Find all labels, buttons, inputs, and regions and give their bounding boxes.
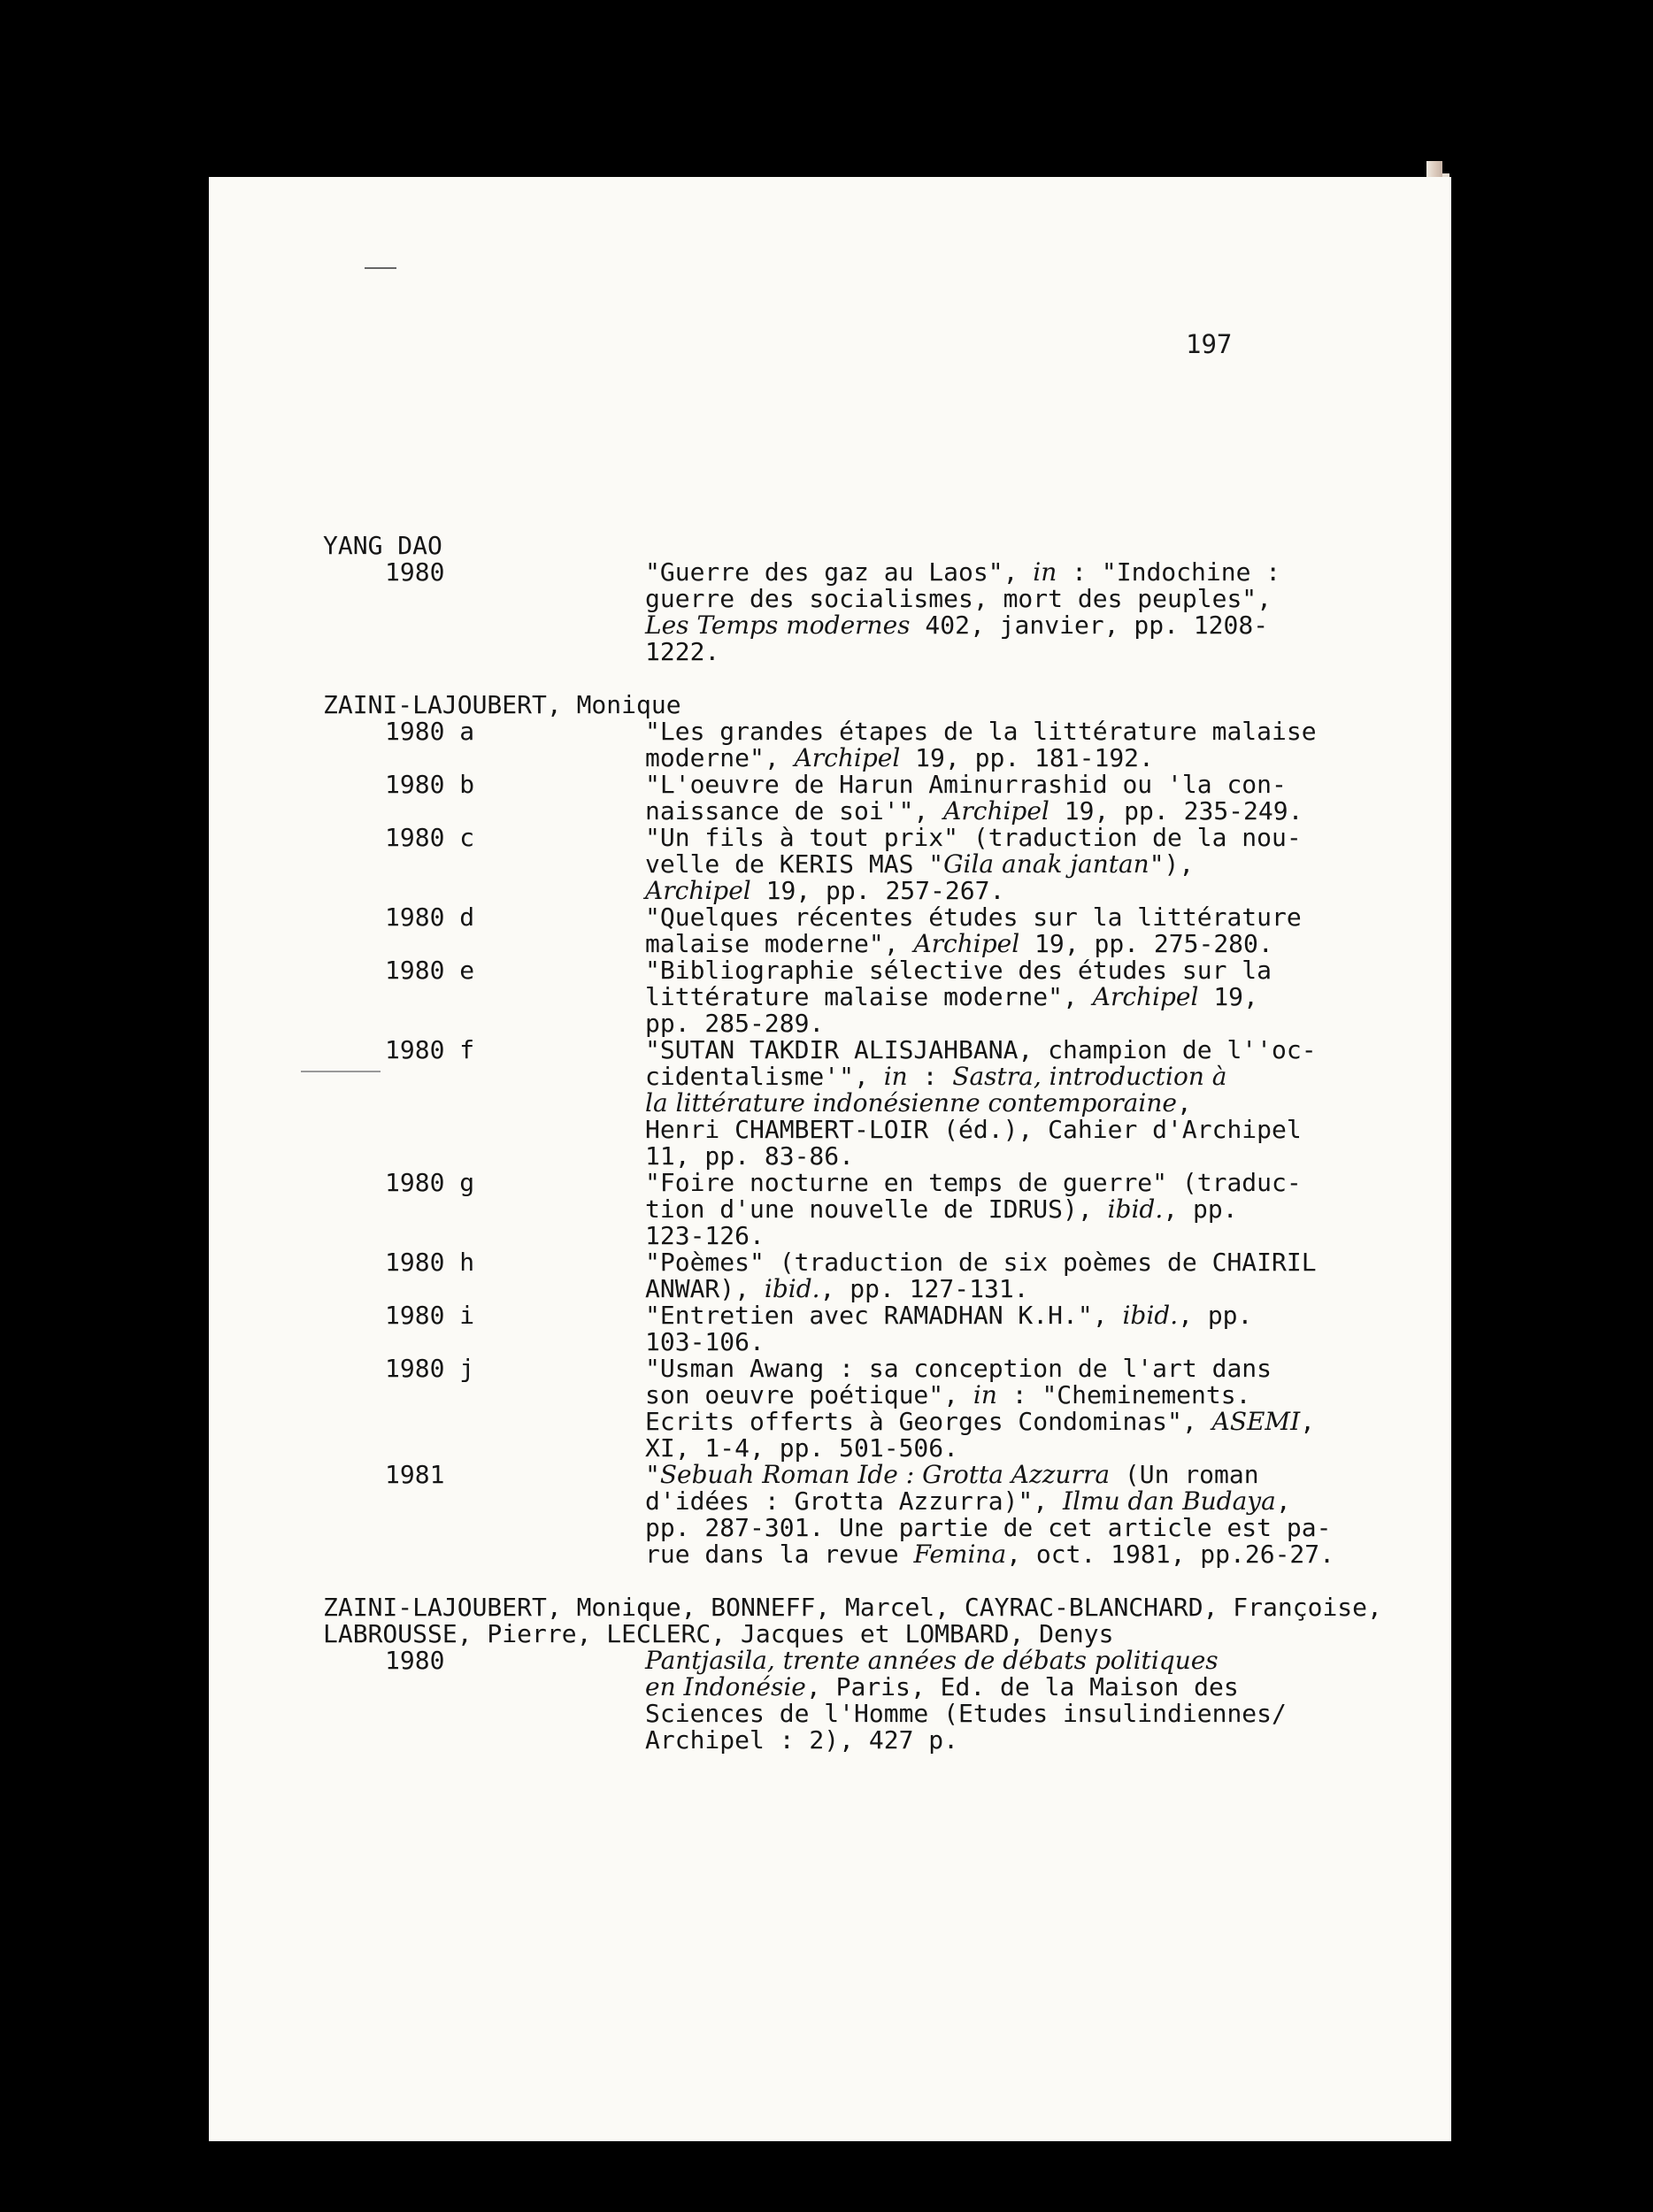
- citation-text: 1222.: [645, 637, 720, 666]
- citation-text: naissance de soi'",: [645, 796, 944, 826]
- entry-citation: [645, 1035, 1317, 1171]
- entry-citation: [645, 770, 1303, 826]
- author-name: ZAINI-LAJOUBERT, Monique: [323, 690, 681, 719]
- citation-text: tion d'une nouvelle de IDRUS),: [645, 1194, 1108, 1224]
- citation-text: 19, pp. 257-267.: [750, 876, 1005, 905]
- citation-text: "Usman Awang : sa conception de l'art dans: [645, 1354, 1272, 1383]
- author-name: YANG DAO: [323, 531, 442, 560]
- bibliography-entry: [323, 718, 1323, 772]
- entry-citation: [645, 1248, 1317, 1303]
- citation-text: , Paris, Ed. de la Maison des: [805, 1672, 1239, 1701]
- citation-text: "Quelques récentes études sur la littérature: [645, 902, 1302, 932]
- entry-year: 1980 j: [385, 1354, 475, 1383]
- citation-line: [645, 1435, 1265, 1462]
- citation-text: son oeuvre poétique",: [645, 1380, 973, 1409]
- citation-text: malaise moderne",: [645, 929, 914, 958]
- citation-text: , pp. 127-131.: [819, 1274, 1029, 1303]
- citation-line: [645, 611, 1269, 640]
- entry-gap: [323, 665, 1323, 692]
- entry-citation: [645, 1302, 1265, 1356]
- bibliography-list: [323, 531, 1382, 1755]
- citation-line: [645, 1382, 1265, 1409]
- citation-text: 402, janvier, pp. 1208-: [910, 611, 1269, 640]
- citation-line: [645, 1090, 1265, 1117]
- author-name-continued: LABROUSSE, Pierre, LECLERC, Jacques et LOMBARD, Denys: [323, 1619, 1114, 1648]
- author-name: ZAINI-LAJOUBERT, Monique, BONNEFF, Marcel, CAYRAC-BLANCHARD, Françoise,: [323, 1593, 1382, 1622]
- entry-citation: [645, 717, 1317, 772]
- citation-line: [645, 1276, 1265, 1302]
- citation-line: [645, 584, 1272, 613]
- citation-text: d'idées : Grotta Azzurra)",: [645, 1486, 1064, 1516]
- entry-year: 1981: [385, 1460, 445, 1489]
- citation-text: 103-106.: [645, 1327, 765, 1356]
- citation-line: [645, 1143, 1265, 1170]
- entry-citation: [645, 823, 1302, 905]
- italic-title: ibid.: [764, 1274, 820, 1303]
- entry-citation: [645, 1646, 1287, 1755]
- bibliography-entry: [323, 1356, 1323, 1462]
- entry-year: 1980 i: [385, 1301, 475, 1330]
- citation-text: moderne",: [645, 743, 795, 772]
- citation-text: Sciences de l'Homme (Etudes insulindiennes/: [645, 1699, 1287, 1728]
- citation-line: [645, 1513, 1332, 1542]
- bibliography-entry: [323, 1460, 1335, 1569]
- bibliography-entry: [323, 957, 1323, 1037]
- citation-line: [645, 1329, 1265, 1356]
- entry-year: 1980: [385, 557, 445, 587]
- italic-title: ASEMI: [1211, 1407, 1301, 1436]
- citation-line: [645, 902, 1302, 932]
- citation-text: 123-126.: [645, 1221, 765, 1250]
- italic-title: la littérature indonésienne contemporaine: [645, 1088, 1177, 1118]
- citation-text: pp. 285-289.: [645, 1009, 825, 1038]
- entry-year: 1980 a: [385, 717, 475, 746]
- citation-text: 19, pp. 235-249.: [1049, 796, 1303, 826]
- italic-title: Archipel: [913, 929, 1020, 958]
- citation-line: [645, 851, 1265, 878]
- entry-year: 1980 g: [385, 1168, 475, 1197]
- entry-citation: [645, 902, 1302, 958]
- entry-year: 1980: [385, 1646, 445, 1675]
- citation-line: [645, 1699, 1287, 1728]
- citation-text: pp. 287-301. Une partie de cet article est pa-: [645, 1513, 1332, 1542]
- italic-title: ibid.: [1107, 1194, 1164, 1224]
- citation-line: [645, 1248, 1317, 1277]
- citation-text: cidentalisme'",: [645, 1062, 884, 1091]
- citation-text: rue dans la revue: [645, 1540, 914, 1569]
- citation-line: [645, 823, 1302, 852]
- citation-line: [645, 1302, 1265, 1329]
- italic-title: Archipel: [1092, 982, 1199, 1011]
- citation-text: "SUTAN TAKDIR ALISJAHBANA, champion de l''oc-: [645, 1035, 1317, 1064]
- citation-text: 11, pp. 83-86.: [645, 1141, 855, 1171]
- entry-year: 1980 c: [385, 823, 475, 852]
- citation-line: [645, 745, 1265, 772]
- citation-line: [645, 639, 1265, 665]
- citation-text: "Entretien avec RAMADHAN K.H.",: [645, 1301, 1123, 1330]
- citation-line: [645, 878, 1265, 904]
- citation-text: "Les grandes étapes de la littérature malaise: [645, 717, 1317, 746]
- bibliography-entry: [323, 1647, 1323, 1754]
- entry-year: 1980 f: [385, 1035, 475, 1064]
- italic-title: Pantjasila, trente années de débats politiques: [645, 1646, 1219, 1675]
- citation-text: Archipel : 2), 427 p.: [645, 1725, 959, 1755]
- italic-title: Archipel: [943, 796, 1049, 826]
- citation-line: [645, 1407, 1316, 1436]
- citation-line: [645, 1010, 1265, 1037]
- margin-mark: [365, 267, 396, 269]
- bibliography-entry: [323, 1037, 1323, 1170]
- citation-text: , pp.: [1163, 1194, 1238, 1224]
- italic-title: Femina: [913, 1540, 1007, 1569]
- citation-text: , oct. 1981, pp.26-27.: [1006, 1540, 1335, 1569]
- bibliography-entry: [323, 825, 1323, 904]
- italic-title: Gila anak jantan: [943, 849, 1149, 879]
- italic-title: ibid.: [1122, 1301, 1179, 1330]
- italic-title: Les Temps modernes: [645, 611, 911, 640]
- citation-text: Henri CHAMBERT-LOIR (éd.), Cahier d'Archipel: [645, 1115, 1302, 1144]
- citation-line: [645, 1035, 1317, 1064]
- entry-citation: [645, 1354, 1316, 1463]
- citation-line: [645, 1064, 1265, 1090]
- italic-title: in: [973, 1380, 997, 1409]
- page-number: 197: [1186, 329, 1233, 359]
- citation-text: "L'oeuvre de Harun Aminurrashid ou 'la con-: [645, 770, 1287, 799]
- citation-text: (Un roman: [1110, 1460, 1259, 1489]
- citation-line: [645, 770, 1287, 799]
- citation-line: [645, 956, 1272, 985]
- citation-text: : "Cheminements.: [996, 1380, 1251, 1409]
- citation-text: ANWAR),: [645, 1274, 765, 1303]
- citation-line: [645, 1540, 1335, 1569]
- italic-title: in: [1033, 557, 1057, 587]
- citation-text: ": [645, 1460, 660, 1489]
- entry-citation: [645, 1460, 1335, 1569]
- citation-line: [645, 929, 1273, 958]
- citation-text: 19,: [1198, 982, 1258, 1011]
- citation-line: [645, 1647, 1265, 1674]
- citation-text: , pp.: [1178, 1301, 1253, 1330]
- italic-title: Ilmu dan Budaya: [1063, 1486, 1276, 1516]
- entry-year: 1980 b: [385, 770, 475, 799]
- entry-citation: [645, 956, 1272, 1038]
- citation-text: "Guerre des gaz au Laos",: [645, 557, 1034, 587]
- citation-line: [645, 1674, 1265, 1701]
- citation-line: [645, 1727, 1265, 1754]
- italic-title: en Indonésie: [645, 1672, 806, 1701]
- italic-title: Archipel: [794, 743, 901, 772]
- citation-line: [645, 1354, 1272, 1383]
- entry-citation: [645, 1168, 1302, 1250]
- citation-line: [645, 1462, 1265, 1488]
- citation-line: [645, 1196, 1265, 1223]
- citation-text: 19, pp. 181-192.: [900, 743, 1154, 772]
- bibliography-entry: [323, 772, 1323, 825]
- citation-text: "Foire nocturne en temps de guerre" (traduc-: [645, 1168, 1302, 1197]
- citation-text: "Un fils à tout prix" (traduction de la nou-: [645, 823, 1302, 852]
- citation-text: "Bibliographie sélective des études sur la: [645, 956, 1272, 985]
- bibliography-entry: [323, 904, 1323, 957]
- italic-title: Sastra, introduction à: [952, 1062, 1227, 1091]
- citation-line: [645, 984, 1265, 1010]
- citation-line: [645, 1486, 1291, 1516]
- italic-title: in: [883, 1062, 908, 1091]
- italic-title: Sebuah Roman Ide : Grotta Azzurra: [659, 1460, 1111, 1489]
- entry-year: 1980 h: [385, 1248, 475, 1277]
- citation-text: "Poèmes" (traduction de six poèmes de CHAIRIL: [645, 1248, 1317, 1277]
- citation-line: [645, 1168, 1302, 1197]
- citation-text: 19, pp. 275-280.: [1019, 929, 1273, 958]
- citation-text: :: [907, 1062, 953, 1091]
- citation-line: [645, 796, 1303, 826]
- citation-text: ,: [1300, 1407, 1316, 1436]
- citation-text: "),: [1149, 849, 1195, 879]
- citation-text: XI, 1-4, pp. 501-506.: [645, 1433, 959, 1463]
- citation-text: ,: [1176, 1088, 1192, 1118]
- citation-line: [645, 557, 1281, 587]
- bibliography-entry: [323, 1170, 1323, 1249]
- bibliography-entry: [323, 1302, 1323, 1356]
- citation-line: [645, 1115, 1302, 1144]
- italic-title: Archipel: [645, 876, 751, 905]
- citation-text: littérature malaise moderne",: [645, 982, 1093, 1011]
- citation-text: guerre des socialismes, mort des peuples",: [645, 584, 1272, 613]
- citation-line: [645, 717, 1317, 746]
- citation-text: velle de KERIS MAS ": [645, 849, 944, 879]
- entry-year: 1980 e: [385, 956, 475, 985]
- bibliography-entry: [323, 1249, 1323, 1302]
- entry-gap: [323, 1568, 1323, 1594]
- citation-text: : "Indochine :: [1057, 557, 1281, 587]
- bibliography-entry: [323, 559, 1323, 665]
- entry-citation: [645, 557, 1281, 666]
- entry-year: 1980 d: [385, 902, 475, 932]
- citation-text: ,: [1275, 1486, 1291, 1516]
- citation-line: [645, 1223, 1265, 1249]
- citation-text: Ecrits offerts à Georges Condominas",: [645, 1407, 1212, 1436]
